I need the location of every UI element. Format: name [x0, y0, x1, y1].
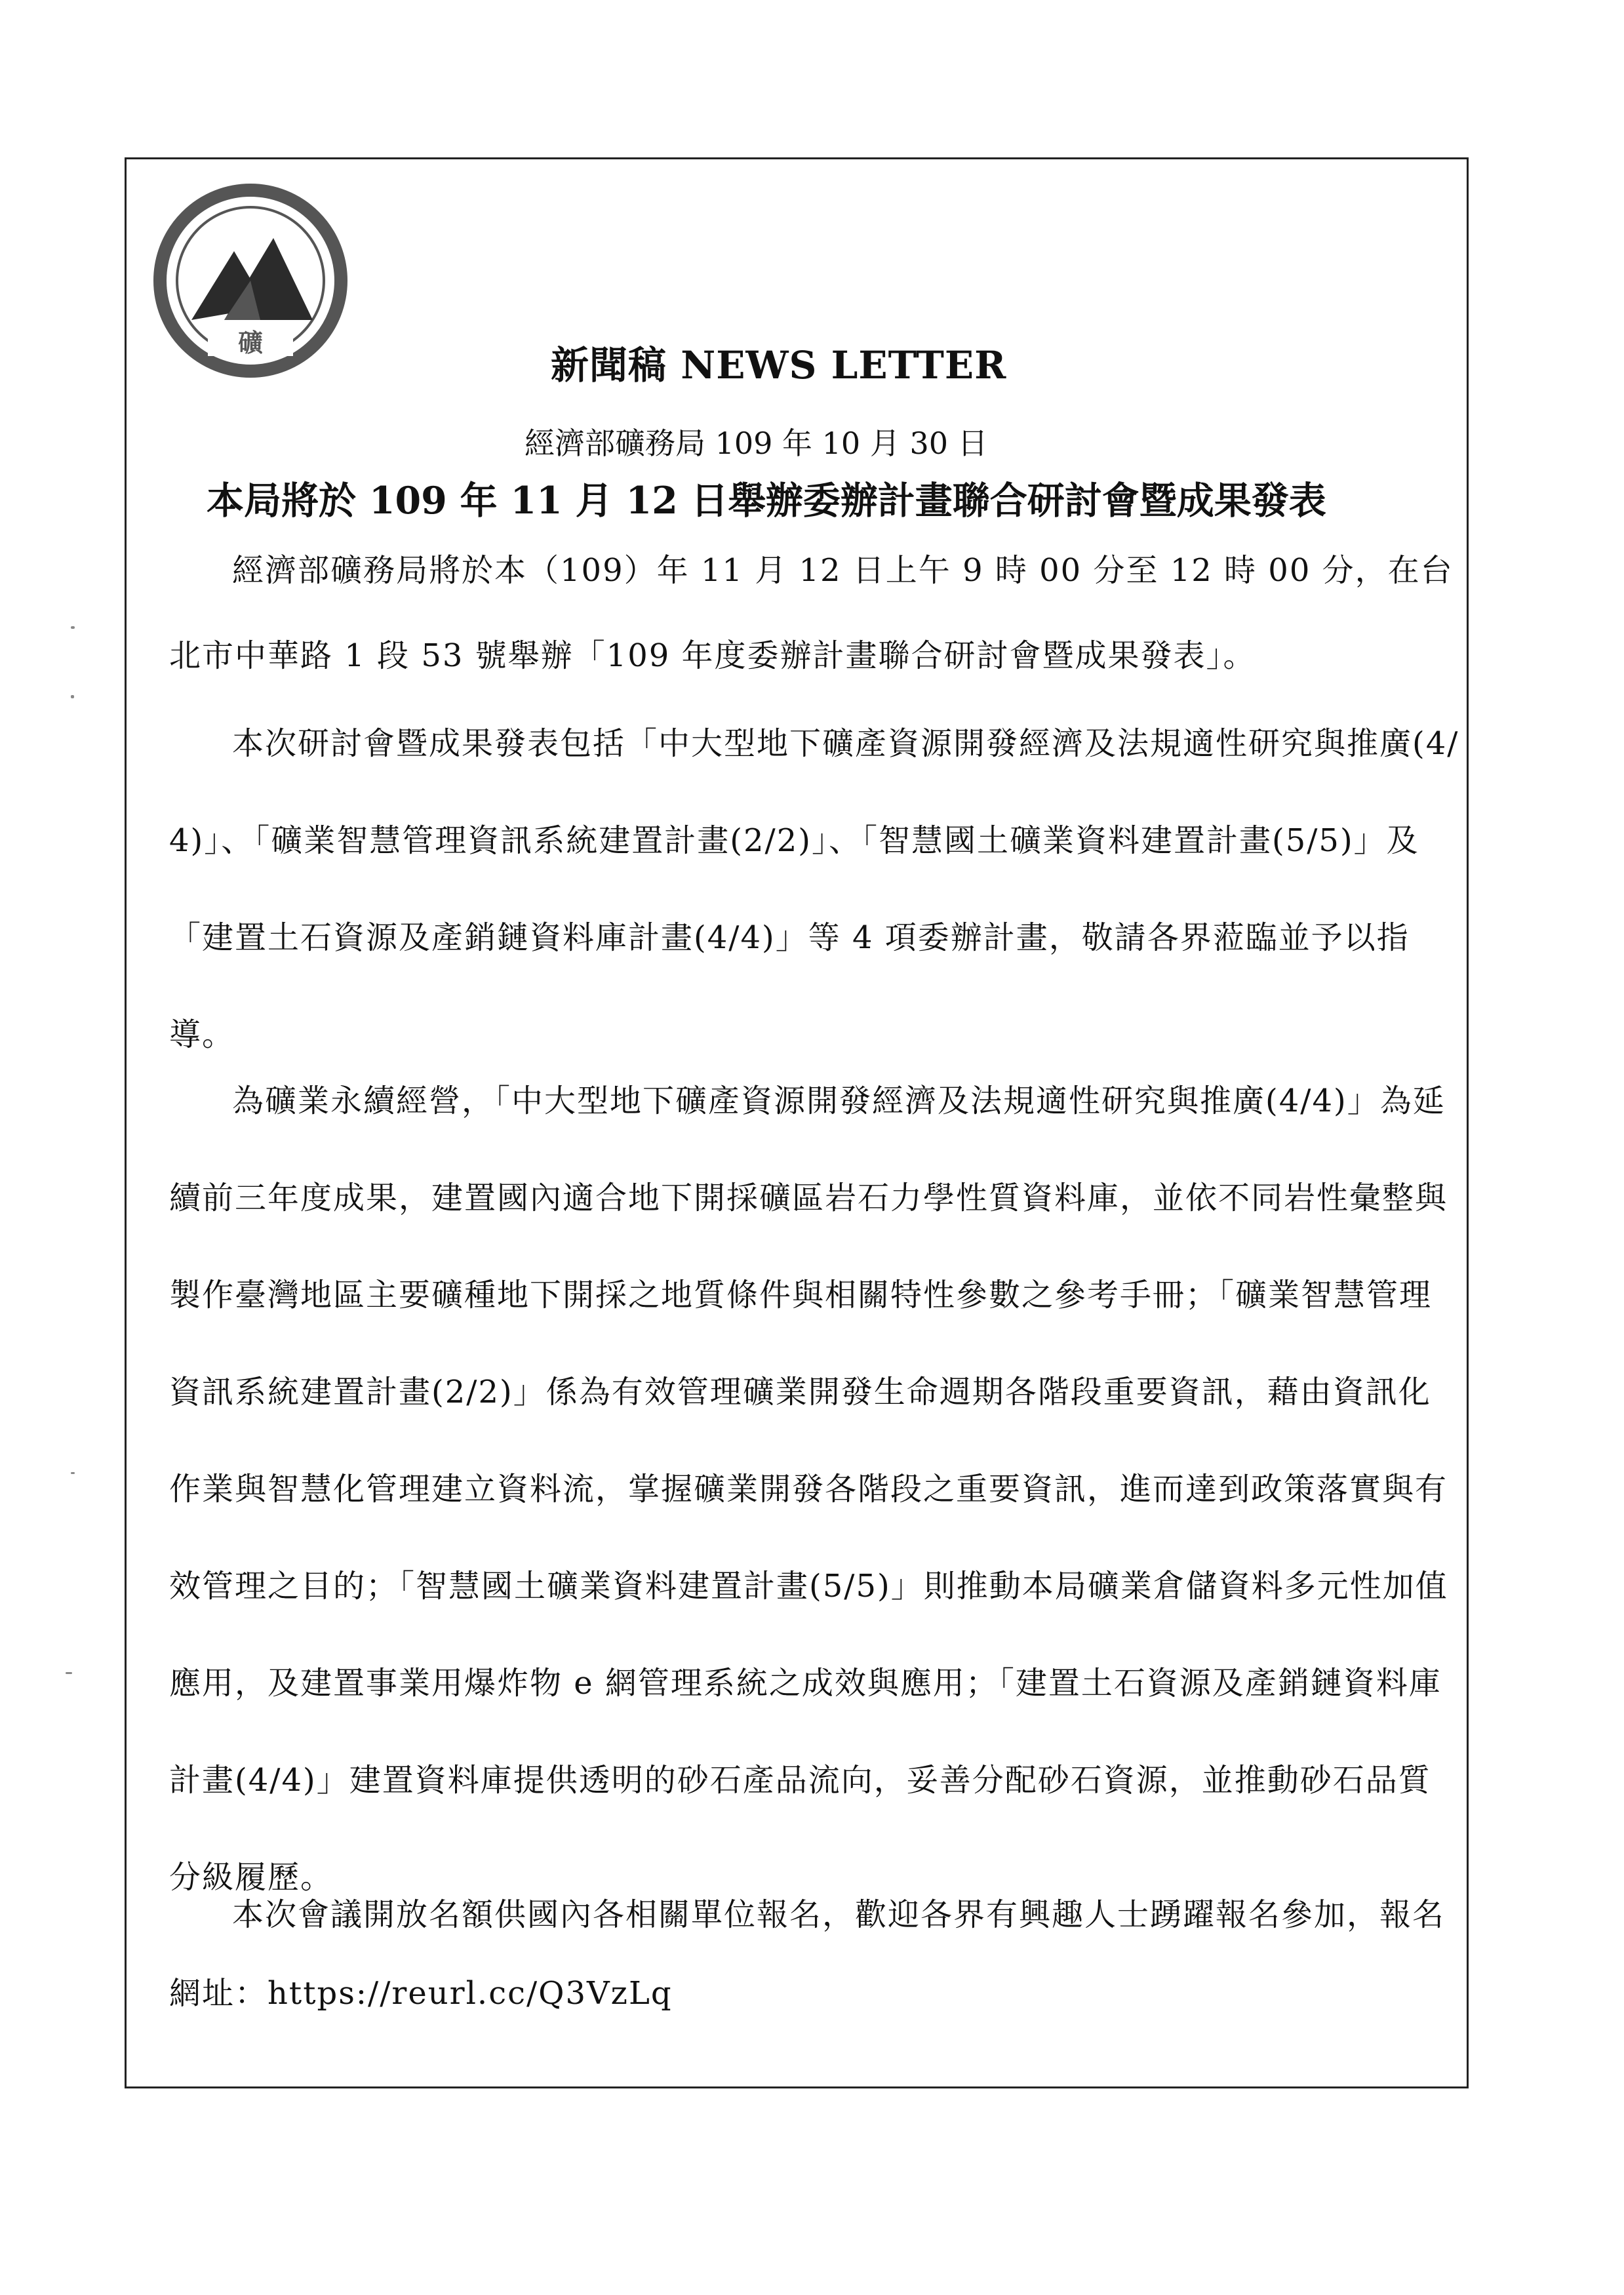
- scan-speck: [71, 626, 75, 629]
- scan-speck: [71, 1472, 75, 1474]
- paragraph-event-info: 經濟部礦務局將於本（109）年 11 月 12 日上午 9 時 00 分至 12 時 00 分，在台北市中華路 1 段 53 號舉辦「109 年度委辦計畫聯合研討會暨成果發表」。: [169, 552, 1454, 674]
- paragraph-details: 為礦業永續經營，「中大型地下礦產資源開發經濟及法規適性研究與推廣(4/4)」為延續前三年度成果，建置國內適合地下開採礦區岩石力學性質資料庫，並依不同岩性彙整與製作臺灣地區主要礦種地下開採之地質條件與相關特性參數之參考手冊；「礦業智慧管理資訊系統建置計畫(2/2)」係為有效管理礦業開發生命週期各階段重要資訊，藉由資訊化作業與智慧化管理建立資料流，掌握礦業開發各階段之重要資訊，進而達到政策落實與有效管理之目的；「智慧國土礦業資料建置計畫(5/5)」則推動本局礦業倉儲資料多元性加值應用，及建置事業用爆炸物 e 網管理系統之成效與應用；「建置土石資源及產銷鏈資料庫計畫(4/4)」建置資料庫提供透明的砂石產品流向，妥善分配砂石資源，並推動砂石品質分級履歷。: [169, 1083, 1448, 1896]
- scan-speck: [71, 695, 74, 698]
- scan-speck: [66, 1672, 72, 1674]
- mining-bureau-logo-icon: [152, 182, 349, 379]
- page-title: 新聞稿 NEWS LETTER: [551, 343, 1007, 388]
- logo-text: 礦: [237, 329, 264, 357]
- paragraph-registration: 本次會議開放名額供國內各相關單位報名，歡迎各界有興趣人士踴躍報名參加，報名網址：https://reurl.cc/Q3VzLq: [169, 1896, 1446, 2012]
- headline: 本局將於 109 年 11 月 12 日舉辦委辦計畫聯合研討會暨成果發表: [207, 479, 1326, 523]
- dateline: 經濟部礦務局 109 年 10 月 30 日: [525, 426, 988, 461]
- paragraph-projects: 本次研討會暨成果發表包括「中大型地下礦產資源開發經濟及法規適性研究與推廣(4/4)」、「礦業智慧管理資訊系統建置計畫(2/2)」、「智慧國土礦業資料建置計畫(5/5)」及「建置土石資源及產銷鏈資料庫計畫(4/4)」等 4 項委辦計畫，敬請各界蒞臨並予以指導。: [169, 725, 1459, 1053]
